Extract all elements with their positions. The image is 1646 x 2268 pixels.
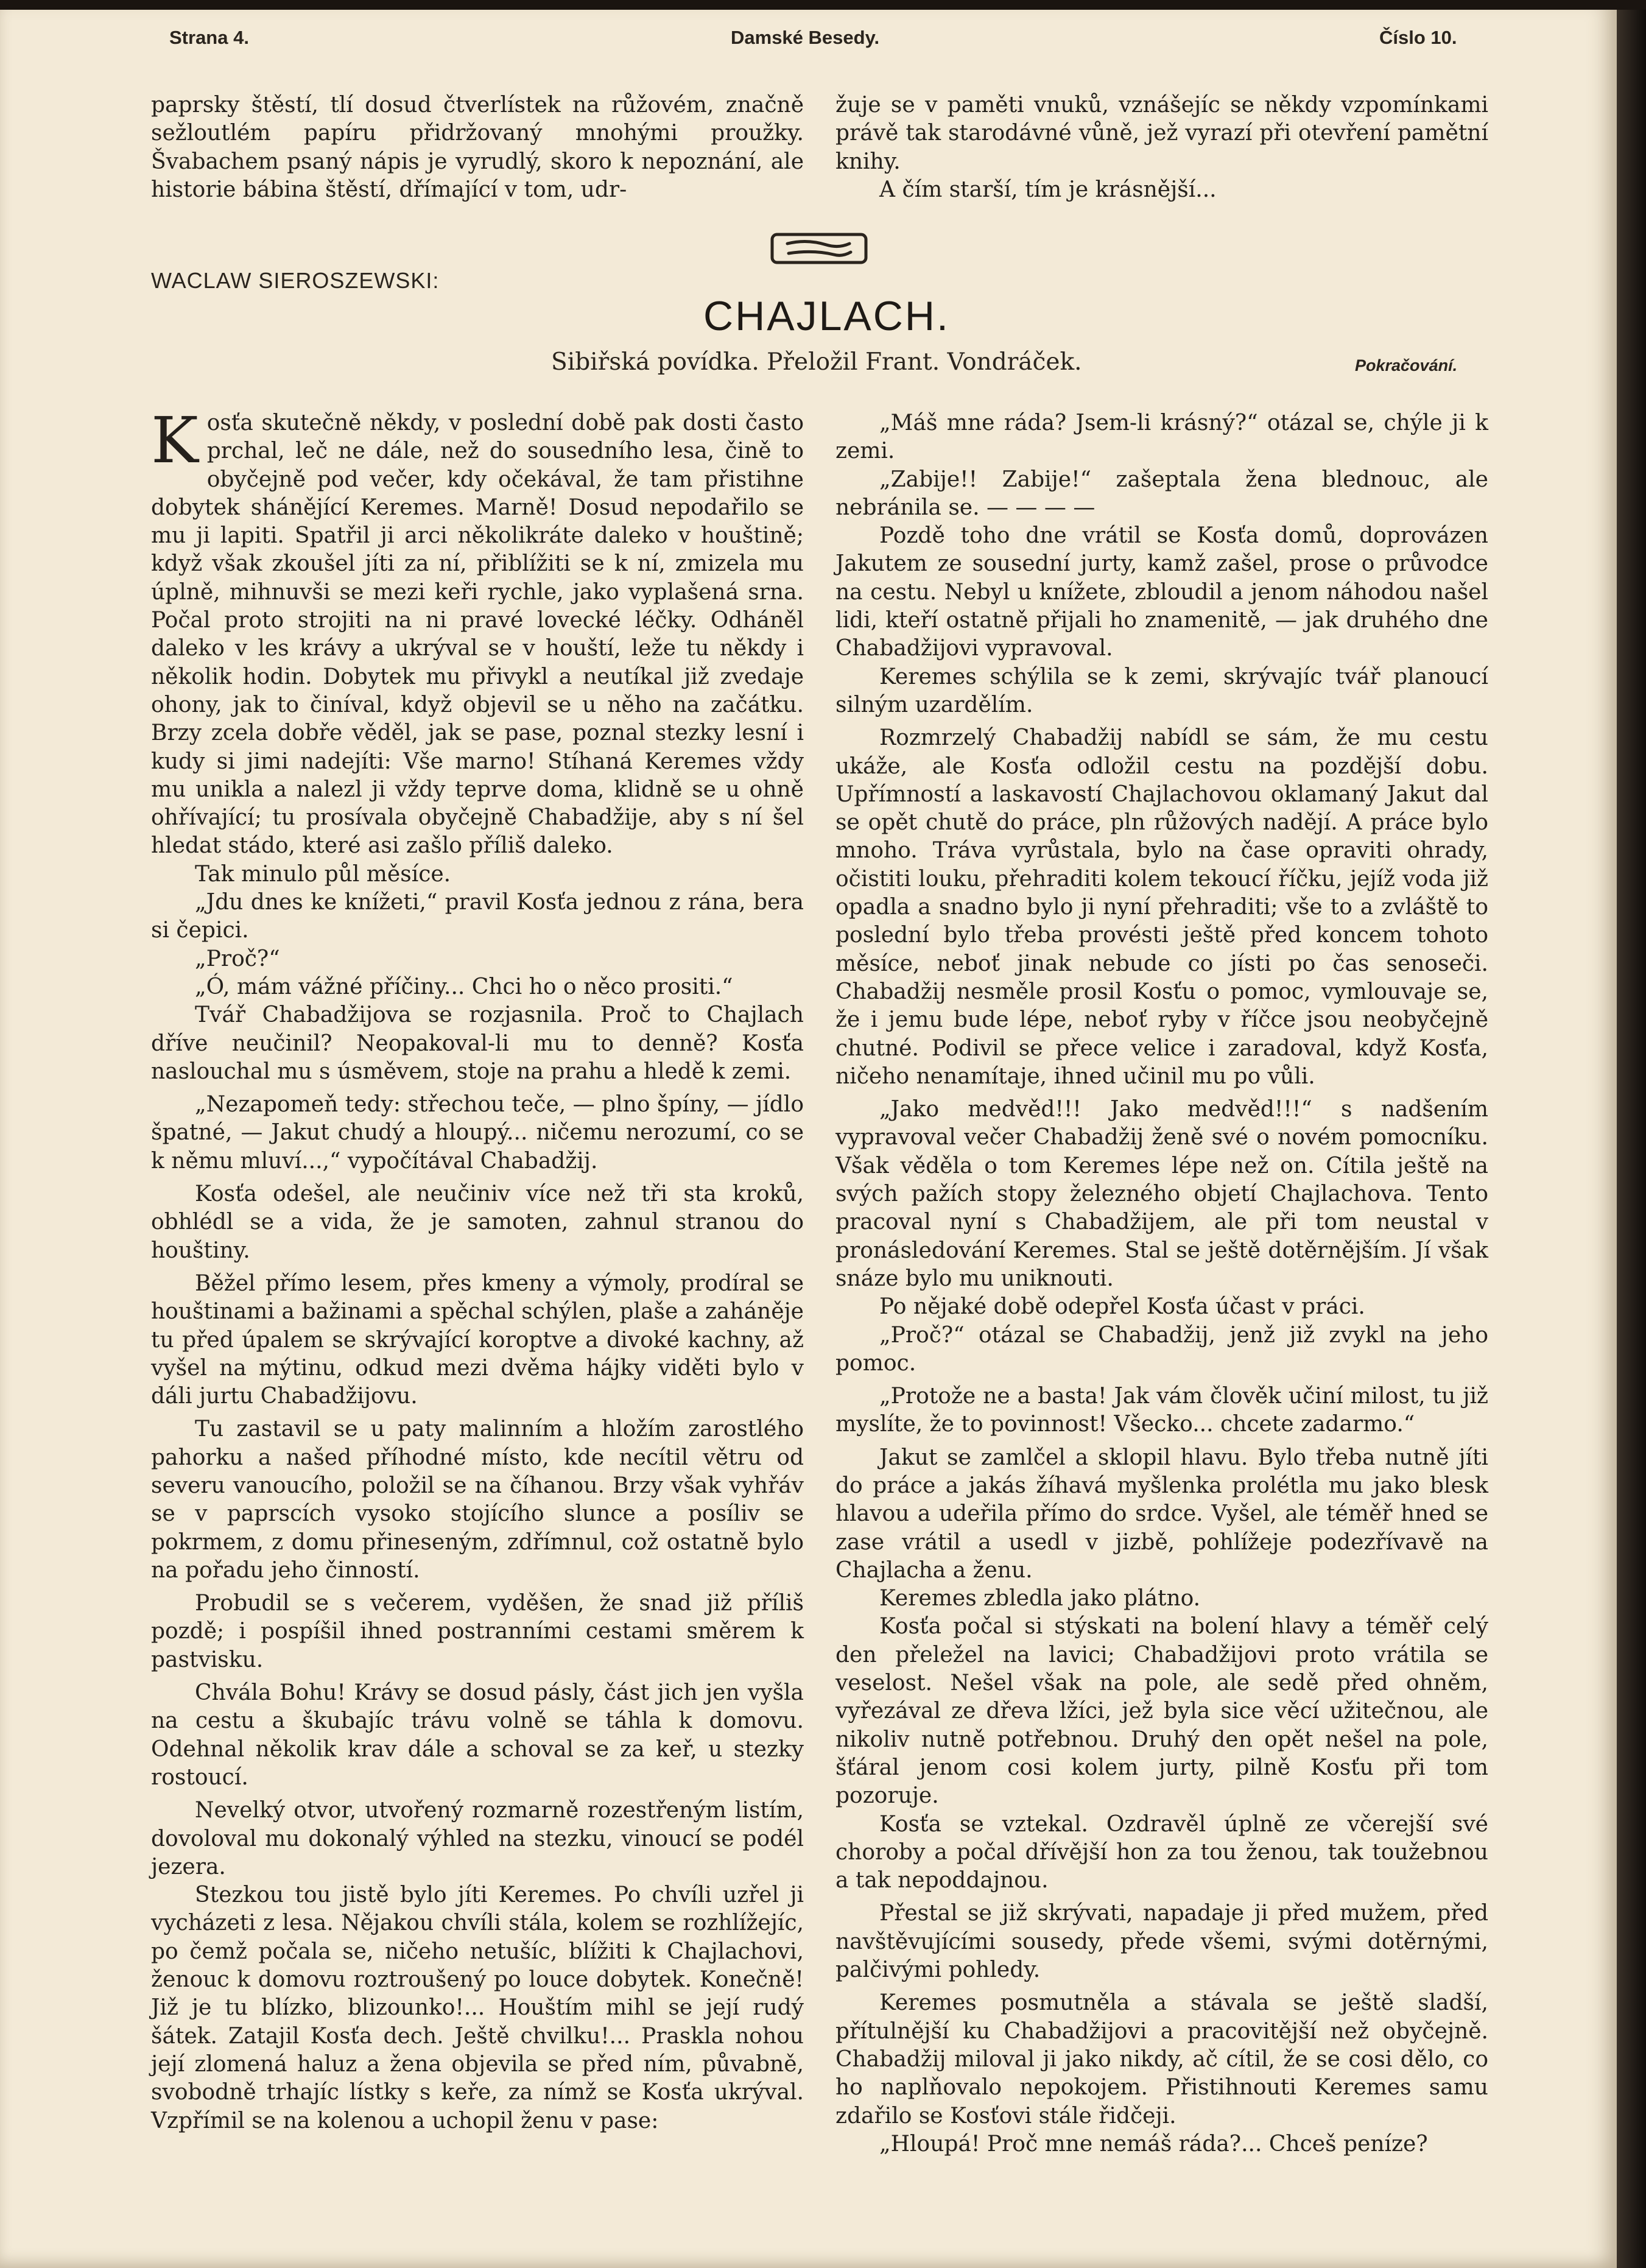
story-title: CHAJLACH.: [703, 293, 950, 339]
paragraph: Kosťa se vztekal. Ozdravěl úplně ze včerejší své choroby a počal dřívější hon za tou ženou, tak toužebnou a tak nepoddajnou.: [835, 1811, 1488, 1893]
paragraph: Tu zastavil se u paty malinním a hložím zarostlého pahorku a našed příhodné místo, kde necítil větru od severu vanoucího, položil se na číhanou. Brzy však vyhřáv se v paprscích vysoko stojícího slunce a posíliv se pokrmem, z domu přineseným, zdřímnul, což ostatně bylo na pořadu jeho činností.: [151, 1417, 804, 1583]
paragraph: Kosťa odešel, ale neučiniv více než tři sta kroků, obhlédl se a vida, že je samoten, zahnul stranou do houštiny.: [151, 1182, 804, 1263]
paragraph: Běžel přímo lesem, přes kmeny a výmoly, prodíral se houštinami a bažinami a spěchal schýlen, plaše a zaháněje tu před úpalem se skrývající koroptve a divoké kachny, až vyšel na mýtinu, odkud mezi dvěma hájky viděti bylo v dáli jurtu Chabadžijovu.: [151, 1270, 804, 1409]
paragraph: Keremes zbledla jako plátno.: [879, 1586, 1201, 1611]
scan-edge: [0, 0, 1646, 10]
paragraph: Chvála Bohu! Krávy se dosud pásly, část jich jen vyšla na cestu a škubajíc trávu volně se táhla k domovu. Odehnal několik krav dále a schoval se za keř, u stezky rostoucí.: [151, 1680, 804, 1790]
paragraph: „Jdu dnes ke knížeti,“ pravil Kosťa jednou z rána, bera si čepici.: [151, 890, 804, 943]
paragraph: „Zabije!! Zabije!“ zašeptala žena blednouc, ale nebránila se. — — — —: [835, 467, 1488, 520]
paragraph: [151, 403, 804, 861]
previous-story-text: žuje se v paměti vnuků, vznášejíc se někdy vzpomínkami právě tak starodávné vůně, jež vyrazí při otevření pamětní knihy.: [835, 93, 1488, 174]
paragraph: Tvář Chabadžijova se rozjasnila. Proč to Chajlach dříve neučinil? Neopakoval-li mu to denně? Kosťa naslouchal mu s úsměvem, stoje na prahu a hledě k zemi.: [151, 1002, 804, 1084]
paragraph: Nevelký otvor, utvořený rozmarně rozestřeným listím, dovoloval mu dokonalý výhled na stezku, vinoucí se podél jezera.: [151, 1798, 804, 1879]
paragraph: „Hloupá! Proč mne nemáš ráda?... Chceš peníze?: [879, 2131, 1428, 2157]
previous-story-text: paprsky štěstí, tlí dosud čtverlístek na růžovém, značně sežloutlém papíru přidržovaný mnohými proužky. Švabachem psaný nápis je vyrudlý, skoro k nepoznání, ale historie bábina štěstí, dřímající v tom, udr-: [151, 93, 804, 202]
previous-story-left-column: [151, 91, 804, 204]
paragraph: „Ó, mám vážné příčiny... Chci ho o něco prositi.“: [195, 974, 733, 999]
paragraph: „Proč?“ otázal se Chabadžij, jenž již zvykl na jeho pomoc.: [835, 1322, 1488, 1376]
paragraph: Tak minulo půl měsíce.: [195, 861, 451, 887]
issue-number: Číslo 10.: [1379, 27, 1457, 48]
paragraph: „Jako medvěd!!! Jako medvěd!!!“ s nadšením vypravoval večer Chabadžij ženě své o novém pomocníku. Však věděla o tom Keremes lépe než on. Cítila ještě na svých pažích stopy železného objetí Chajlachova. Tento pracoval nyní s Chabadžijem, ale při tom neustal v pronásledování Keremes. Stal se ještě dotěrnějším. Jí však snáze bylo mu uniknouti.: [835, 1097, 1488, 1291]
paragraph: Keremes posmutněla a stávala se ještě sladší, přítulnější ku Chabadžijovi a pracovitější než obyčejně. Chabadžij miloval ji jako nikdy, ač cítil, že se cosi dělo, co ho naplňovalo nepokojem. Přistihnouti Keremes samu zdařilo se Kosťovi stále řidčeji.: [835, 1990, 1488, 2129]
continued-label: Pokračování.: [1355, 356, 1458, 375]
previous-story-ending: A čím starší, tím je krásnější...: [879, 177, 1217, 202]
paragraph: Po nějaké době odepřel Kosťa účast v práci.: [879, 1294, 1365, 1320]
paragraph: Keremes schýlila se k zemi, skrývajíc tvář planoucí silným uzardělím.: [835, 664, 1488, 717]
paragraph: Probudil se s večerem, vyděšen, že snad již příliš pozdě; i pospíšil ihned postranními cestami směrem k pastvisku.: [151, 1591, 804, 1672]
page-number: Strana 4.: [169, 27, 249, 48]
paragraph: Pozdě toho dne vrátil se Kosťa domů, doprovázen Jakutem ze sousední jurty, kamž zašel, prose o průvodce na cestu. Nebyl u knížete, zbloudil a jenom náhodou našel lidi, kteří ostatně přijali ho znamenitě, — jak druhého dne Chabadžijovi vypravoval.: [835, 523, 1488, 661]
paragraph: „Nezapomeň tedy: střechou teče, — plno špíny, — jídlo špatné, — Jakut chudý a hloupý... ničemu nerozumí, co se k němu mluví...,“ vypočítával Chabadžij.: [151, 1092, 804, 1174]
paragraph: Stezkou tou jistě bylo jíti Keremes. Po chvíli uzřel ji vycházeti z lesa. Nějakou chvíli stála, kolem se rozhlížejíc, po čemž počala se, ničeho netušíc, blížiti k Chajlachovi, ženouc k domovu roztroušený po louce dobytek. Konečně! Již je tu blízko, blizounko!... Houštím mihl se její rudý šátek. Zatajil Kosťa dech. Ještě chvilku!... Praskla nohou její zlomená haluz a žena objevila se před ním, půvabně, svobodně trhajíc lístky s keře, za nímž se Kosťa ukrýval. Vzpřímil se na kolenou a uchopil ženu v pase:: [151, 1882, 804, 2133]
book-spine-shadow: [1617, 0, 1646, 2268]
paragraph-text: osťa skutečně někdy, v poslední době pak dosti často prchal, leč ne dále, než do sousedního lesa, čině to obyčejně pod večer, kdy očekával, že tam přistihne dobytek shánějící Keremes. Marně! Dosud nepodařilo se mu ji lapiti. Spatřil ji arci několikráte daleko v houštině; když však zkoušel jíti za ní, přiblížiti se k ní, zmizela mu úplně, mihnuvši se mezi keři rychle, jako vyplašená srna. Počal proto strojiti na ni pravé lovecké léčky. Odháněl daleko v les krávy a ukrýval se v houští, leže tu někdy i několik hodin. Dobytek mu přivykl a neutíkal již zvedaje ohony, jak to činíval, když objevil se u něho na začátku. Brzy zcela dobře věděl, jak se pase, poznal stezky lesní i kudy si jimi nadejíti: Vše marno! Stíhaná Keremes vždy mu unikla a nalezl ji vždy teprve doma, klidně se u ohně ohřívající; tu prosívala obyčejně Chabadžije, aby s ní šel hledat stádo, které asi zašlo příliš daleko.: [151, 410, 804, 859]
drop-cap: K: [151, 403, 199, 477]
section-ornament-icon: [770, 233, 868, 264]
story-left-column: [151, 403, 804, 2135]
story-author: WACLAW SIEROSZEWSKI:: [151, 268, 440, 293]
paragraph: „Protože ne a basta! Jak vám člověk učiní milost, tu již myslíte, že to povinnost! Všecko... chcete zadarmo.“: [835, 1384, 1488, 1437]
story-subtitle: Sibiřská povídka. Přeložil Frant. Vondráček.: [551, 348, 1082, 376]
paragraph: Rozmrzelý Chabadžij nabídl se sám, že mu cestu ukáže, ale Kosťa odložil cestu na pozdější dobu. Upřímností a laskavostí Chajlachovou oklamaný Jakut dal se opět chutě do práce, pln růžových nadějí. A práce bylo mnoho. Tráva vyrůstala, bylo na čase opraviti ohrady, očistiti louku, přehraditi kolem tekoucí říčku, jejíž voda již opadla a snadno bylo ji nyní přehraditi; vše to a zvláště to poslední bylo třeba provésti ještě před koncem tohoto měsíce, neboť jinak nebude co jísti po čas senoseči. Chabadžij nesměle prosil Kosťu o pomoc, vymlouvaje se, že i jemu bude lépe, neboť ryby v říčce jsou neobyčejně chutné. Podivil se přece velice i zaradoval, když Kosťa, ničeho nenamítaje, ihned učinil mu po vůli.: [835, 725, 1488, 1089]
paragraph: „Proč?“: [195, 946, 280, 971]
paragraph: Přestal se již skrývati, napadaje ji před mužem, před navštěvujícími sousedy, přede všemi, svými dotěrnými, palčivými pohledy.: [835, 1901, 1488, 1983]
previous-story-right-column: [835, 91, 1488, 204]
paragraph: „Máš mne ráda? Jsem-li krásný?“ otázal se, chýle ji k zemi.: [835, 410, 1488, 464]
story-right-column: [835, 409, 1488, 2158]
paragraph: Jakut se zamlčel a sklopil hlavu. Bylo třeba nutně jíti do práce a jakás žíhavá myšlenka prolétla mu jako blesk hlavou a udeřila přímo do srdce. Vyšel, ale téměř hned se zase vrátil a usedl v jizbě, pohlížeje podezřívavě na Chajlacha a ženu.: [835, 1445, 1488, 1583]
magazine-title: Damské Besedy.: [731, 27, 880, 48]
paragraph: Kosťa počal si stýskati na bolení hlavy a téměř celý den přeležel na lavici; Chabadžijovi proto vrátila se veselost. Nešel však na pole, ale sedě před ohněm, vyřezával ze dřeva lžíci, jež byla sice věcí užitečnou, ale nikoliv nutně potřebnou. Druhý den opět nešel na pole, šťáral jenom cosi kolem jurty, pilně Kosťu při tom pozoruje.: [835, 1614, 1488, 1809]
